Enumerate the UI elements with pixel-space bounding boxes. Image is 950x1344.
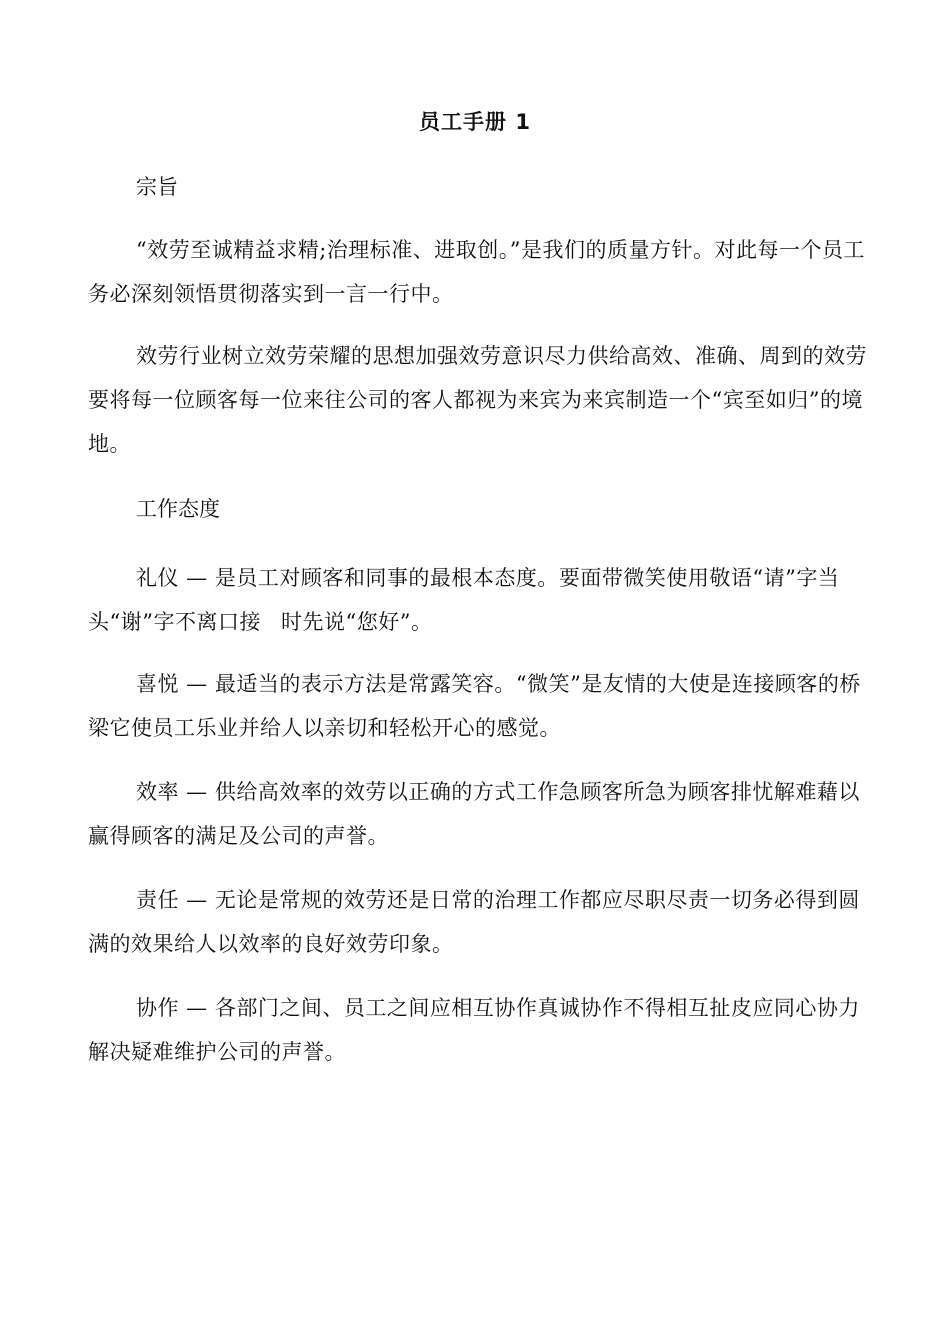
section-heading-purpose: 宗旨	[136, 175, 178, 199]
paragraph-etiquette-text: 礼仪 — 是员工对顾客和同事的最根本态度。要面带微笑使用敬语“请”字当头“谢”字不离口接	[88, 566, 840, 634]
paragraph-service-mindset: 效劳行业树立效劳荣耀的思想加强效劳意识尽力供给高效、准确、周到的效劳要将每一位顾客每一位来往公司的客人都视为来宾为来宾制造一个“宾至如归”的境地。	[88, 344, 867, 456]
paragraph-joy: 喜悦 — 最适当的表示方法是常露笑容。“微笑”是友情的大使是连接顾客的桥梁它使员工乐业并给人以亲切和轻松开心的感觉。	[88, 672, 861, 740]
paragraph-responsibility: 责任 — 无论是常规的效劳还是日常的治理工作都应尽职尽责一切务必得到圆满的效果给人以效率的良好效劳印象。	[88, 888, 860, 956]
paragraph-efficiency: 效率 — 供给高效率的效劳以正确的方式工作急顾客所急为顾客排忧解难藉以赢得顾客的满足及公司的声誉。	[88, 780, 860, 848]
document-title: 员工手册 1	[419, 110, 531, 134]
paragraph-cooperation: 协作 — 各部门之间、员工之间应相互协作真诚协作不得相互扯皮应同心协力解决疑难维护公司的声誉。	[88, 996, 860, 1064]
section-heading-work-attitude: 工作态度	[136, 497, 220, 521]
paragraph-quality-policy: “效劳至诚精益求精;治理标准、进取创。”是我们的质量方针。对此每一个员工务必深刻领悟贯彻落实到一言一行中。	[88, 238, 866, 306]
paragraph-etiquette	[88, 556, 878, 644]
paragraph-etiquette-tail: 时先说“您好”。	[280, 610, 433, 634]
